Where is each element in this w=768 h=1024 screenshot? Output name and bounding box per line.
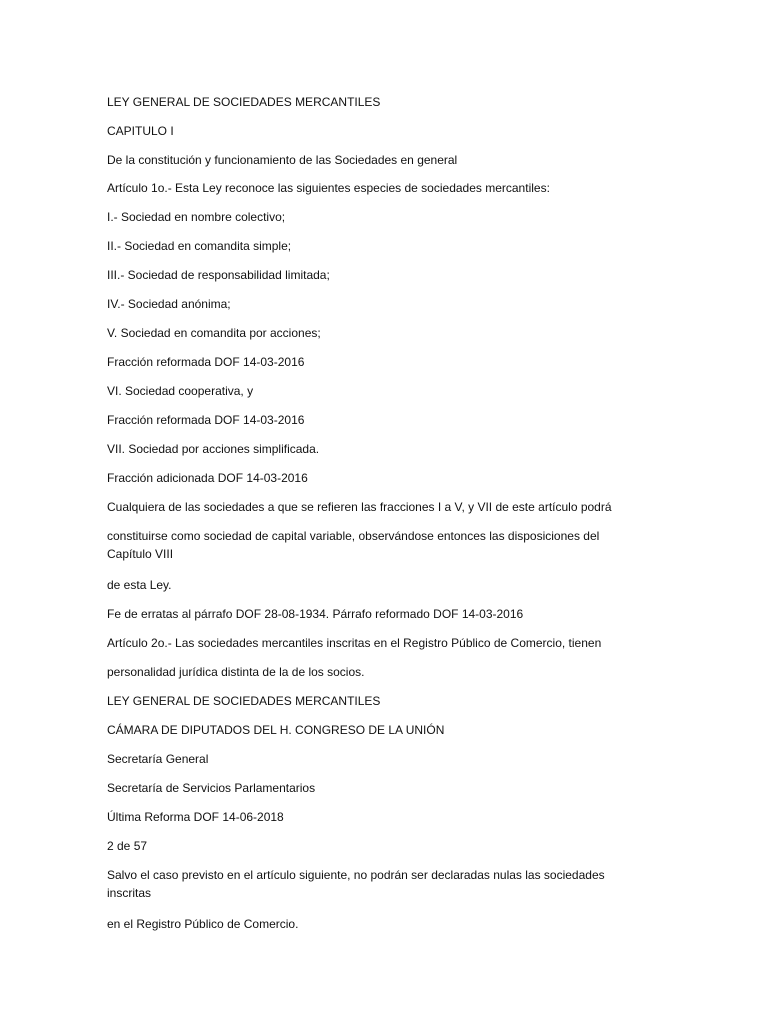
running-header-chamber: CÁMARA DE DIPUTADOS DEL H. CONGRESO DE LA UNIÓN	[107, 723, 445, 737]
addition-note: Fracción adicionada DOF 14-03-2016	[107, 471, 308, 485]
fraction-iii: III.- Sociedad de responsabilidad limitada;	[107, 268, 330, 282]
running-header-title: LEY GENERAL DE SOCIEDADES MERCANTILES	[107, 694, 381, 708]
fraction-vi: VI. Sociedad cooperativa, y	[107, 384, 254, 398]
fraction-ii: II.- Sociedad en comandita simple;	[107, 239, 292, 253]
running-header-services: Secretaría de Servicios Parlamentarios	[107, 781, 316, 795]
chapter-heading: CAPITULO I	[107, 124, 174, 138]
article-2-text: Artículo 2o.- Las sociedades mercantiles inscritas en el Registro Público de Comercio, tienen	[107, 636, 602, 650]
page-number: 2 de 57	[107, 839, 148, 853]
last-reform-date: Última Reforma DOF 14-06-2018	[107, 810, 284, 824]
running-header-secretariat: Secretaría General	[107, 752, 209, 766]
paragraph-text: Cualquiera de las sociedades a que se refieren las fracciones I a V, y VII de este artículo podrá	[107, 500, 612, 514]
reform-note: Fracción reformada DOF 14-03-2016	[107, 355, 305, 369]
article-2-text: personalidad jurídica distinta de la de los socios.	[107, 665, 365, 679]
erratum-note: Fe de erratas al párrafo DOF 28-08-1934. Párrafo reformado DOF 14-03-2016	[107, 607, 524, 621]
law-title: LEY GENERAL DE SOCIEDADES MERCANTILES	[107, 95, 381, 109]
paragraph-text: en el Registro Público de Comercio.	[107, 917, 299, 931]
paragraph-text: constituirse como sociedad de capital variable, observándose entonces las disposiciones del Capítulo VIII	[107, 529, 600, 561]
article-1-intro: Artículo 1o.- Esta Ley reconoce las siguientes especies de sociedades mercantiles:	[107, 181, 550, 195]
paragraph-text: Salvo el caso previsto en el artículo siguiente, no podrán ser declaradas nulas las sociedades inscritas	[107, 868, 605, 900]
reform-note: Fracción reformada DOF 14-03-2016	[107, 413, 305, 427]
paragraph-text: de esta Ley.	[107, 578, 172, 592]
fraction-vii: VII. Sociedad por acciones simplificada.	[107, 442, 320, 456]
fraction-iv: IV.- Sociedad anónima;	[107, 297, 231, 311]
fraction-v: V. Sociedad en comandita por acciones;	[107, 326, 321, 340]
fraction-i: I.- Sociedad en nombre colectivo;	[107, 210, 286, 224]
chapter-subtitle: De la constitución y funcionamiento de las Sociedades en general	[107, 153, 458, 167]
